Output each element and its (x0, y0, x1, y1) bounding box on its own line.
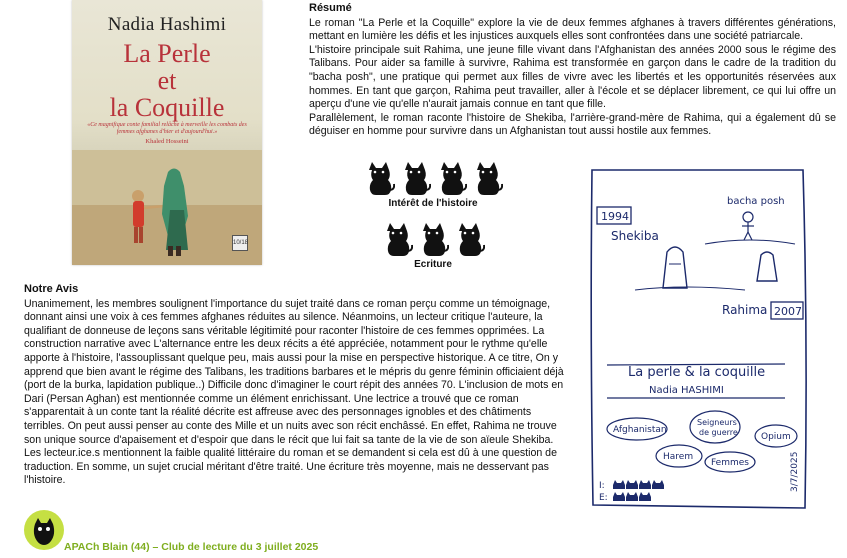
footer-text: APACh Blain (44) – Club de lecture du 3 juillet 2025 (64, 541, 319, 553)
cover-title-line: la Coquille (109, 93, 225, 122)
cat-icon (363, 160, 395, 196)
cover-title-line: et (157, 66, 177, 95)
cat-icon (399, 160, 431, 196)
publisher-logo: 10/18 (232, 235, 248, 251)
sketch-tag: Afghanistan (613, 425, 667, 435)
avis-heading: Notre Avis (24, 283, 79, 295)
cat-icon (471, 160, 503, 196)
sketch-tag: de guerre (699, 428, 738, 437)
cover-quote: «Ce magnifique conte familial relâche à merveille les combats des femmes afghanes d'hier et d'aujourd'hui.» (87, 122, 247, 135)
sketch-bacha-posh: bacha posh (727, 196, 785, 207)
sketch-legend-e: E: (599, 493, 608, 503)
sketch-panel (575, 160, 845, 530)
cover-quote-author: Khaled Hosseini (145, 138, 189, 145)
resume-paragraph: L'histoire principale suit Rahima, une jeune fille vivant dans l'Afghanistan des années 2000 sous le régime des Talibans. Pour aider sa famille à survivre, Rahima est transformée en garçon dans le cadre de la tradition du "bacha posh", une pratique qui permet aux filles de vivre avec les libertés et les opportunités réservées aux hommes. En tant que garçon, Rahima peut travailler, aller à l'école et se déplacer librement, ce qui lui offre un aperçu d'une vie qu'elle n'aurait jamais connue en tant que fille. (309, 43, 836, 111)
sketch-tag: Opium (761, 432, 791, 442)
sketch-tag: Seigneurs (697, 418, 737, 427)
avis-body: Unanimement, les membres soulignent l'importance du sujet traité dans ce roman perçu comme un témoignage, donnant ainsi une voix à ces femmes afghanes réduites au silence. Néanmoins, un lecteur critique l'auteure, la qualifiant de donneuse de leçons sans véritable légitimité pour raconter l'histoire de ces femmes opprimées. La construction narrative avec L'alternance entre les deux récits a été appréciée, notamment pour le rythme qu'elle apporte à l'histoire, l'assouplissant quelque peu, mais aussi pour la mise en perspective historique. A ce titre, On y apprend que bien avant le régime des Talibans, les traditions barbares et le mépris du genre féminin officiaient déjà (port de la burka, lapidation publique..) Difficile donc d'imaginer le court répit des années 70. L'inclusion de mots en Dari (Persan Aghan) est mentionnée comme un élément enrichissant. Une lectrice a trouvé que ce roman s'apparentait à un conte tant la réalité décrite est affreuse avec des personnages ignobles et des châtiments terribles. On peut aussi penser au conte des Mille et un nuits avec son récit enchâssé. En effet, Rahima ne trouve son unique source d'apaisement et d'espoir que dans le récit que lui fait sa tante de la vie de son aïeule Shekiba. Les lecteur.ice.s mentionnent la faible qualité littéraire du roman et se demandent si cela est dû à une question de traduction. En somme, un sujet crucial méritant d'être traité. Une écriture très moyenne, mais ne desservant pas l'histoire. (24, 297, 564, 487)
sketch-title: La perle & la coquille (628, 365, 766, 380)
rating-interet (353, 160, 513, 209)
resume-paragraph: Le roman "La Perle et la Coquille" explore la vie de deux femmes afghanes à travers différentes générations, mettant en lumière les défis et les injustices auxquels elles sont confrontées dans une société patriarcale. (309, 16, 836, 43)
sketch-legend-i: I: (599, 481, 605, 491)
rating-ecriture (353, 221, 513, 270)
rating-icons (353, 221, 513, 257)
cat-icon (435, 160, 467, 196)
cat-icon (453, 221, 485, 257)
rating-label: Ecriture (414, 259, 452, 270)
book-cover (72, 0, 262, 265)
resume-paragraph: Parallèlement, le roman raconte l'histoire de Shekiba, l'arrière-grand-mère de Rahima, qui a également dû se déguiser en homme pour survivre dans un Afghanistan tout aussi hostile aux femmes. (309, 111, 836, 138)
sketch-tag: Femmes (711, 458, 749, 468)
cover-author: Nadia Hashimi (107, 14, 227, 35)
sketch-year-2: 2007 (774, 305, 802, 318)
sketch-date: 3/7/2025 (790, 451, 800, 492)
cat-icon (381, 221, 413, 257)
cover-title-line: La Perle (123, 39, 211, 68)
sketch-rahima: Rahima (722, 303, 768, 317)
sketch-tag: Harem (663, 452, 694, 462)
sketch-shekiba: Shekiba (611, 229, 659, 243)
sketch-author: Nadia HASHIMI (649, 385, 724, 396)
cat-logo-icon (24, 510, 64, 550)
rating-label: Intérêt de l'histoire (388, 198, 478, 209)
resume-heading: Résumé (309, 2, 352, 14)
cat-icon (417, 221, 449, 257)
avis-section (24, 283, 568, 488)
sketch-year-1: 1994 (601, 210, 629, 223)
rating-icons (353, 160, 513, 196)
cover-title (72, 40, 262, 121)
club-logo (24, 510, 64, 550)
sketch-drawing (575, 160, 845, 530)
resume-section (309, 2, 836, 139)
